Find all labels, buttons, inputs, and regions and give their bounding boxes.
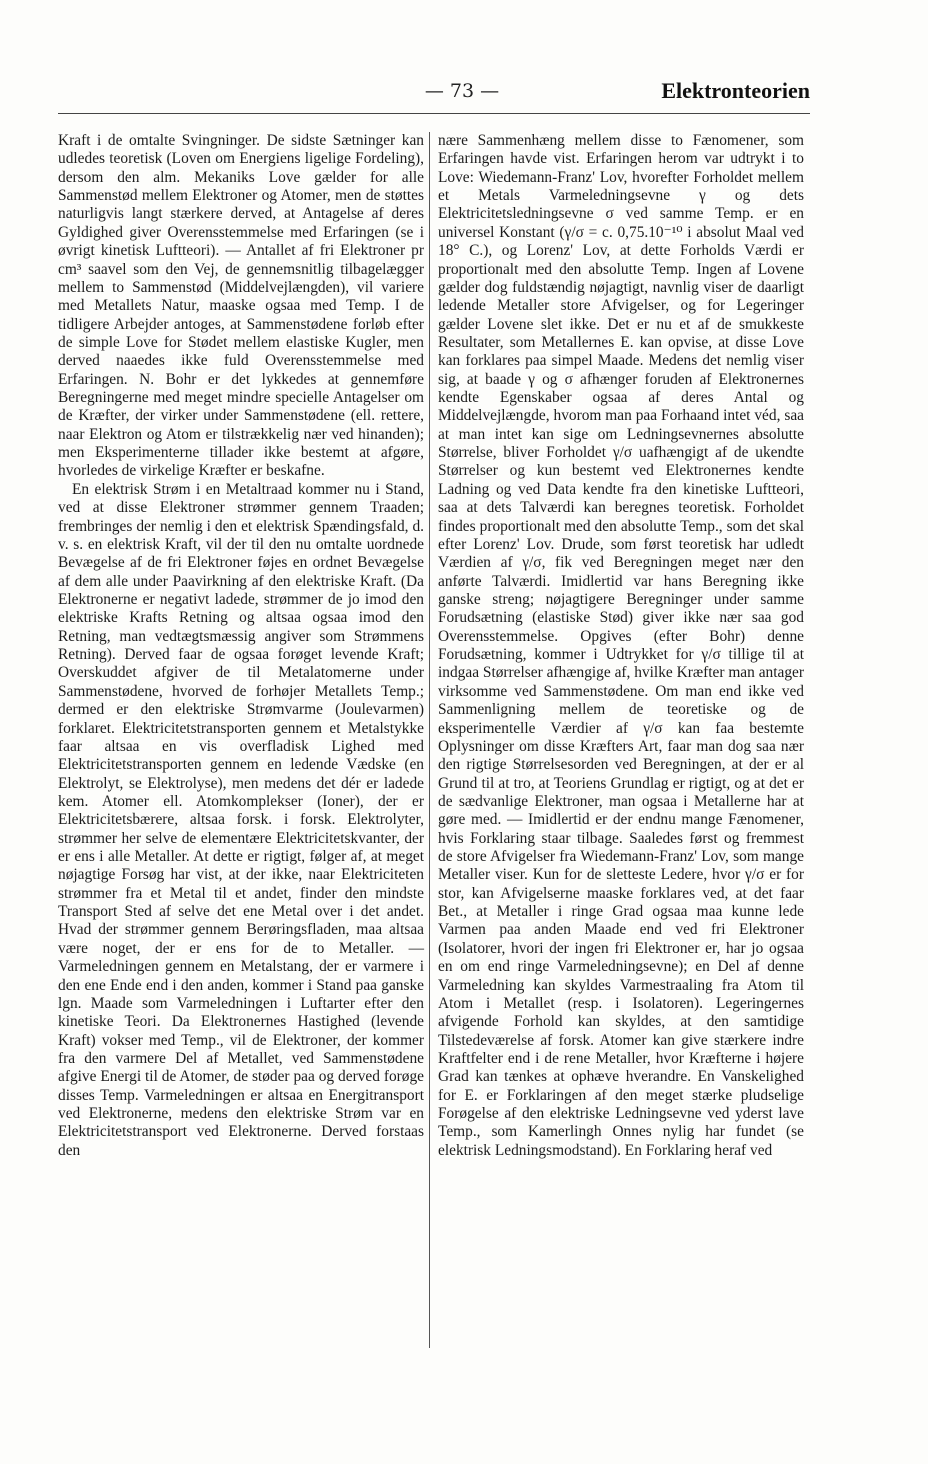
running-head: Elektronteorien (661, 78, 810, 103)
header-rule (58, 113, 810, 114)
page-header (58, 76, 810, 110)
left-column (58, 132, 424, 1160)
left-paragraph-2: En elektrisk Strøm i en Metaltraad kommer nu i Stand, ved at disse Elektroner strømmer gennem Traaden; frembringes der nemlig i den et elektrisk Spændingsfald, d. v. s. en elektrisk Kraft, vil der til den nu omtalte uordnede Bevægelse af de fri Elektroner føjes en ordnet Bevægelse af dem alle under Paavirkning af den elektriske Kraft. (Da Elektronerne er negativt ladede, strømmer de jo imod den elektriske Krafts Retning og altsaa ogsaa imod den Retning, man vedtægtsmæssig angiver som Strømmens Retning). Derved faar de ogsaa forøget levende Kraft; Overskuddet afgiver de til Metalatomerne under Sammenstødene, hvorved de forhøjer Metallets Temp.; dermed er den elektriske Strømvarme (Joulevarmen) forklaret. Elektricitetstransporten gennem et Metalstykke faar altsaa en vis overfladisk Lighed med Elektricitetstransporten gennem en ledende Vædske (en Elektrolyt, se Elektrolyse), men medens det dér er ladede kem. Atomer ell. Atomkomplekser (Ioner), der er Elektricitetsbærere, altsaa forsk. i forsk. Elektrolyter, strømmer her selve de elementære Elektricitetskvanter, der er ens i alle Metaller. At dette er rigtigt, følger af, at meget nøjagtige Forsøg har vist, at der ikke, naar Elektriciteten strømmer fra et Metal til et andet, finder den mindste Transport Sted af selve det ene Metal over i det andet. Hvad der strømmer gennem Berøringsfladen, maa altsaa være noget, der er ens for de to Metaller. — Varmeledningen gennem en Metalstang, der er varmere i den ene Ende end i den anden, kommer i Stand paa ganske lgn. Maade som Varmeledningen i Luftarter efter den kinetiske Teori. Da Elektronernes Hastighed (levende Kraft) vokser med Temp., vil de Elektroner, der kommer fra den varmere Del af Metallet, ved Sammenstødene afgive Energi til de Atomer, de støder paa og derved forøge disses Temp. Varmeledningen er altsaa en Energitransport ved Elektronerne, medens den elektriske Strøm var en Elektricitetstransport ved Elektronerne. Derved forstaas den (58, 480, 424, 1159)
column-divider (429, 132, 430, 1348)
right-column (438, 132, 804, 1160)
right-paragraph-1: nære Sammenhæng mellem disse to Fænomener, som Erfaringen havde vist. Erfaringen herom var udtrykt i to Love: Wiedemann-Franz' Lov, hvorefter Forholdet mellem et Metals Varmeledningsevne γ og dets Elektricitetsledningsevne σ ved samme Temp. er en universel Konstant (γ/σ = c. 0,75.10⁻¹⁰ i absolut Maal ved 18° C.), og Lorenz' Lov, at dette Forholds Værdi er proportionalt med den absolutte Temp. Ingen af Lovene gælder dog fuldstændig nøjagtigt, navnlig viser de daarligt ledende Metaller store Afvigelser, og for Legeringer gælder Lovene slet ikke. Det er nu et af de smukkeste Resultater, som Metallernes E. kan opvise, at disse Love kan forklares paa simpel Maade. Medens det nemlig viser sig, at baade γ og σ afhænger foruden af Elektronernes kendte Egenskaber ogsaa af deres Antal og Middelvejlængde, hvorom man paa Forhaand intet véd, saa at man intet kan sige om Ledningsevnernes absolutte Størrelse, bliver Forholdet γ/σ uafhængigt af de ukendte Størrelser og kun bestemt ved Elektronernes kendte Ladning og ved Data kendte fra den kinetiske Luftteori, saa at dets Talværdi kan beregnes teoretisk. Forholdet findes proportionalt med den absolutte Temp., som det skal efter Lorenz' Lov. Drude, som først teoretisk har udledt Værdien af γ/σ, fik ved Beregningen meget nær den anførte Talværdi. Imidlertid var hans Beregning ikke ganske streng; nøjagtigere Beregninger under samme Forudsætning (elastiske Stød) giver ikke nær saa god Overensstemmelse. Opgives (efter Bohr) denne Forudsætning, kommer i Udtrykket for γ/σ tillige til at indgaa Størrelser afhængige af, hvilke Kræfter man antager virksomme ved Sammenstødene. Om man end ikke ved Sammenligning mellem de teoretiske og de eksperimentelle Værdier af γ/σ kan faa bestemte Oplysninger om disse Kræfters Art, faar man dog saa nær den rigtige Størrelsesorden ved Beregningen, at der er al Grund til at tro, at Teoriens Grundlag er rigtigt, og at det er de sædvanlige Elektroner, man ogsaa i Metallerne har at gøre med. — Imidlertid er der endnu mange Fænomener, hvis Forklaring staar tilbage. Saaledes først og fremmest de store Afvigelser fra Wiedemann-Franz' Lov, som mange Metaller viser. Kun for de sletteste Ledere, hvor γ/σ er for stor, kan Afvigelserne maaske forklares ved, at det faar Bet., at Metaller i ringe Grad ogsaa maa kunne lede Varmen paa anden Maade end ved fri Elektroner (Isolatorer, hvori der ingen fri Elektroner er, har jo ogsaa en om end ringe Varmeledningsevne); en Del af denne Varmeledning kan skyldes Varmestraaling fra Atom til Atom i Metallet (resp. i Isolatoren). Legeringernes afvigende Forhold kan skyldes, at den samtidige Tilstedeværelse af forsk. Atomer kan give stærkere indre Kraftfelter end i de rene Metaller, hvor Kræfterne i højere Grad kan tænkes at ophæve hverandre. En Vanskelighed for E. er Forklaringen af den meget stærke pludselige Forøgelse af den elektriske Ledningsevne ved yderst lave Temp., som Kamerlingh Onnes nylig har fundet (se elektrisk Ledningsmodstand). En Forklaring heraf ved (438, 132, 804, 1159)
left-paragraph-1: Kraft i de omtalte Svingninger. De sidste Sætninger kan udledes teoretisk (Loven om Energiens ligelige Fordeling), dersom den alm. Mekaniks Love gælder for alle Sammenstød mellem Elektroner og Atomer, men de støttes naturligvis langt stærkere derved, at Antagelse af deres Gyldighed giver Overensstemmelse med Erfaringen (se i øvrigt kinetisk Luftteori). — Antallet af fri Elektroner pr cm³ saavel som den Vej, de gennemsnitlig tilbagelægger mellem to Sammenstød (Middelvejlængden), vil variere med Metallets Natur, maaske ogsaa med Temp. I de tidligere Arbejder antoges, at Sammenstødene forløb efter de simple Love for Stødet mellem elastiske Kugler, men derved naaedes ikke fuld Overensstemmelse med Erfaringen. N. Bohr er det lykkedes at gennemføre Beregningerne med meget mindre specielle Antagelser om de Kræfter, der virker under Sammenstødene (ell. rettere, naar Elektron og Atom er tilstrækkelig nær ved hinanden); men Eksperimenterne tillader ikke bestemt at afgøre, hvorledes de virkelige Kræfter er beskafne. (58, 132, 424, 480)
page-number: — 73 — (424, 80, 500, 102)
